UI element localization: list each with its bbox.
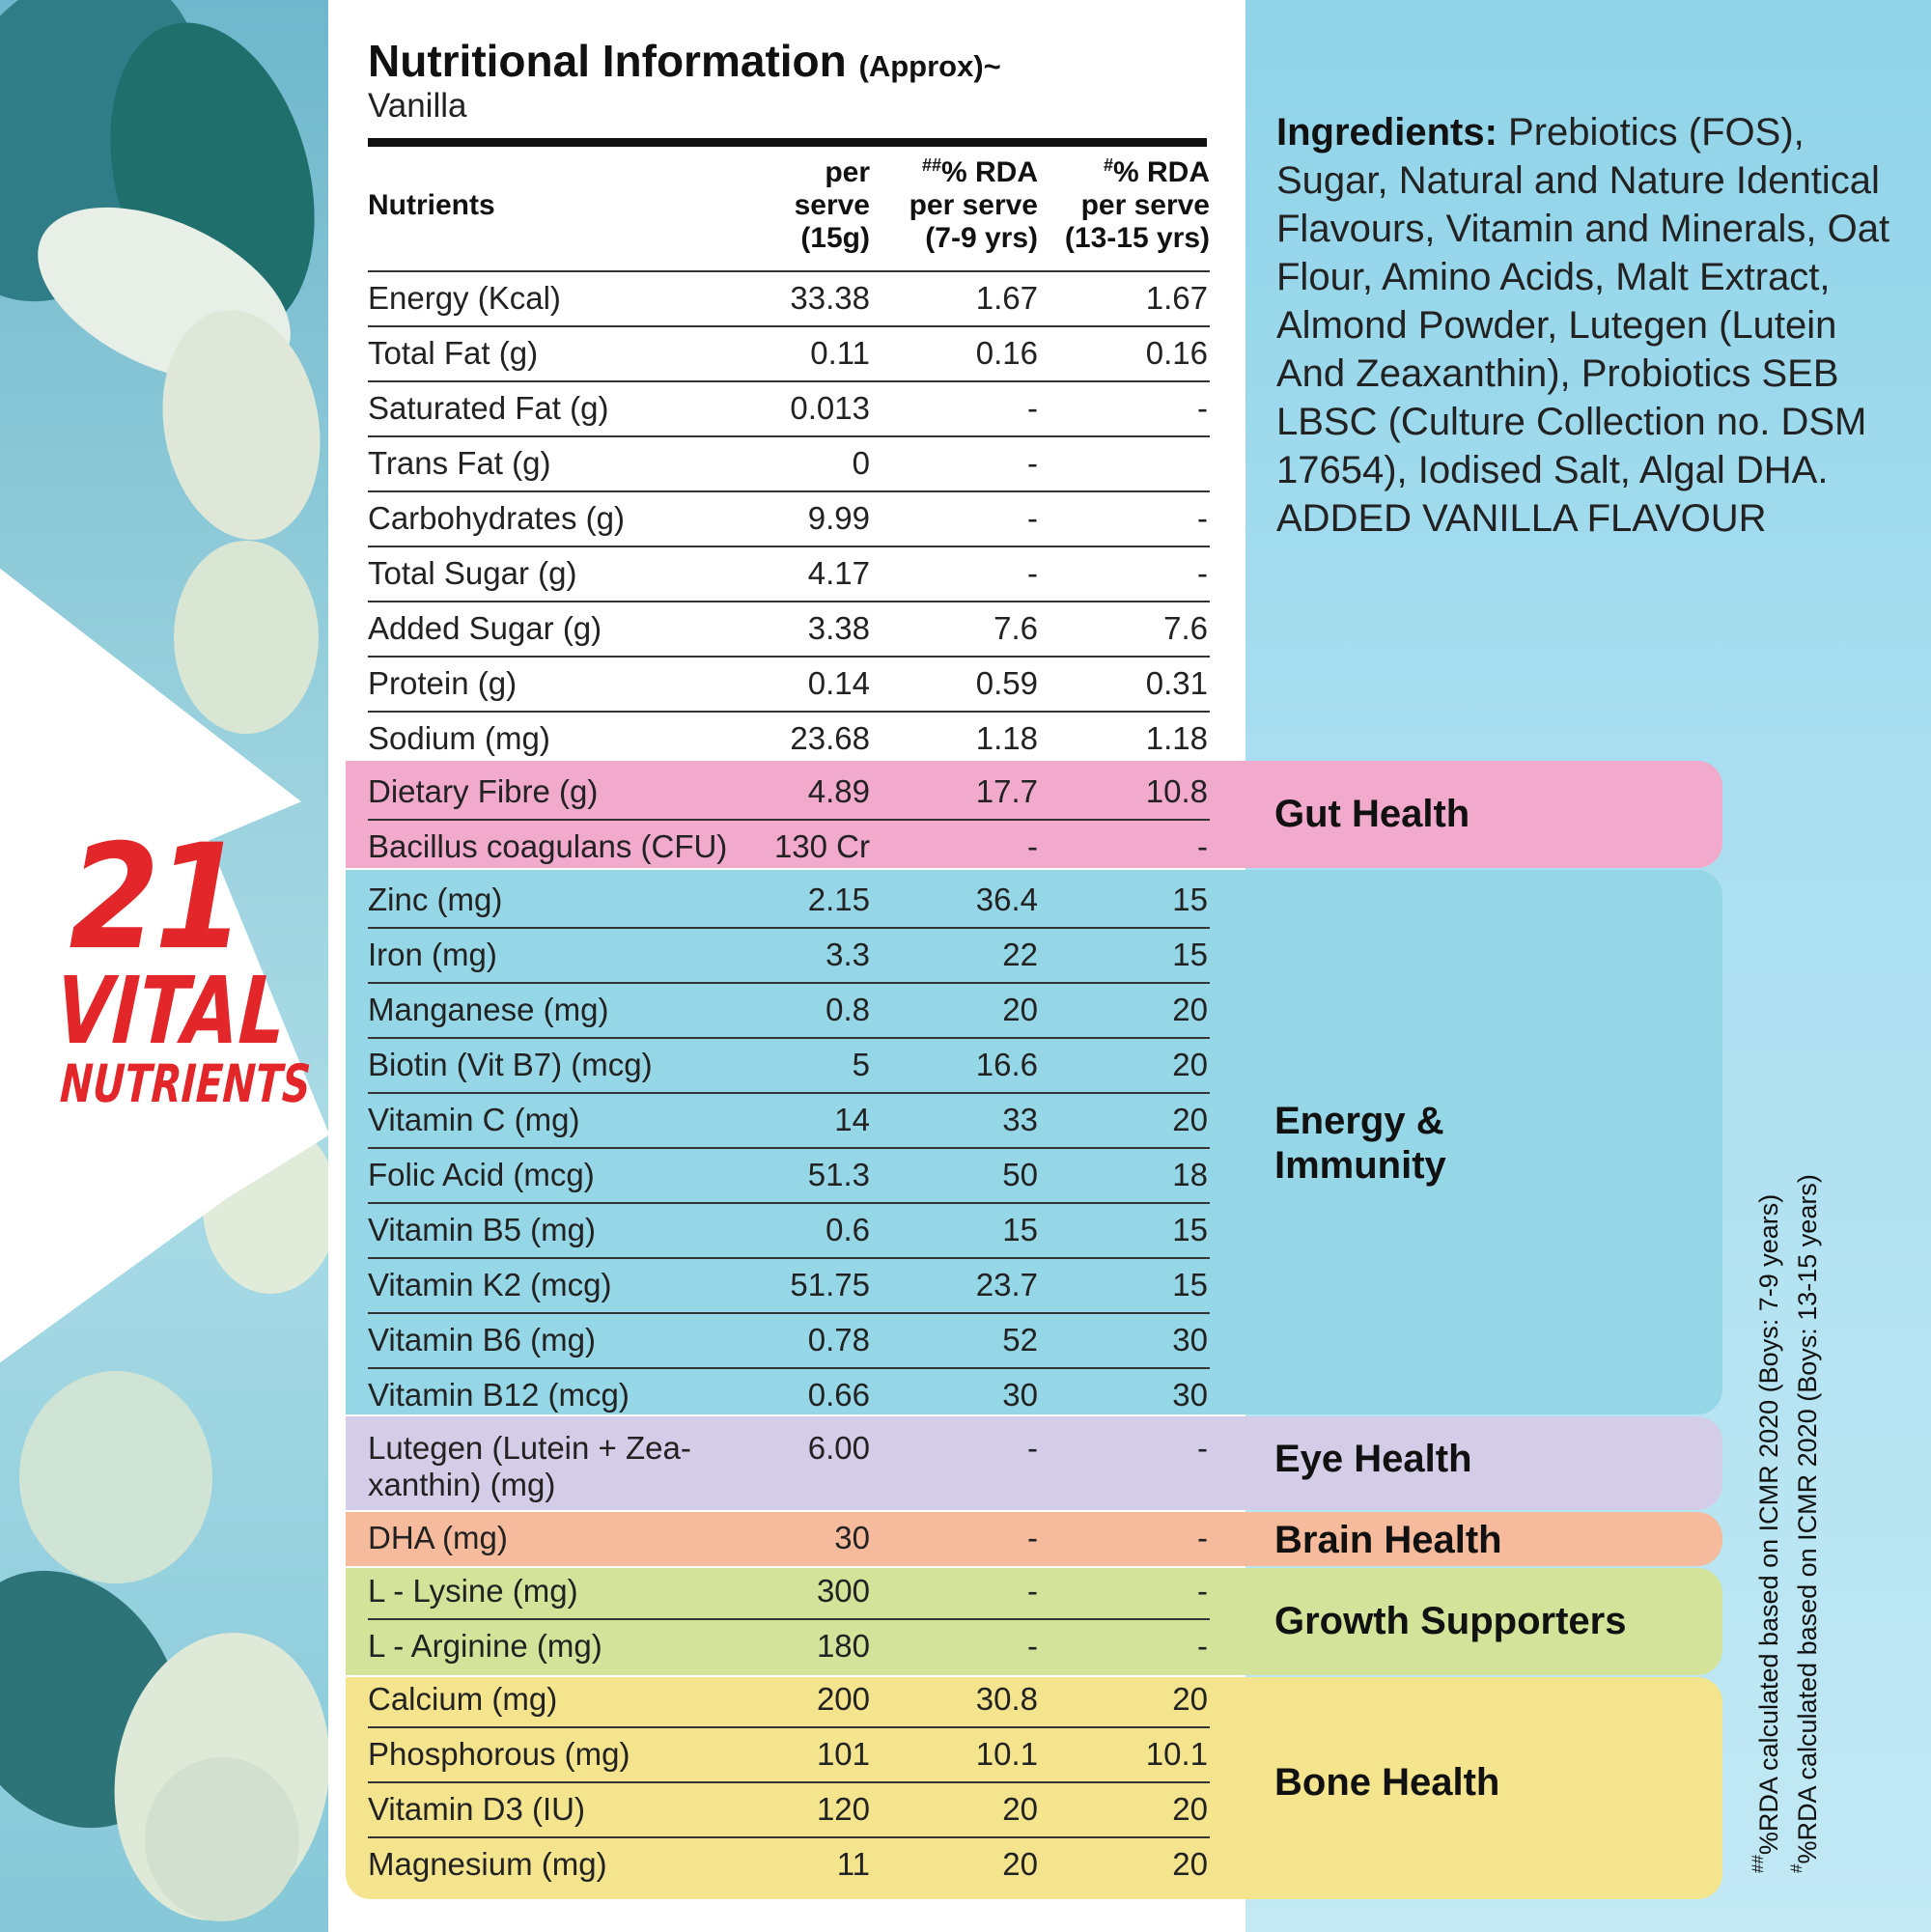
table-row	[368, 874, 1210, 929]
rda-7-9-value: 20	[1002, 1791, 1038, 1827]
nutrient-name: Calcium (mg)	[368, 1681, 558, 1717]
header-line: per serve	[909, 189, 1038, 221]
rda-13-15-value: 10.1	[1145, 1736, 1208, 1772]
rda-13-15-value: 15	[1172, 882, 1208, 917]
group-label-bone-health: Bone Health	[1274, 1761, 1500, 1804]
flavour-subtitle: Vanilla	[368, 87, 467, 125]
rda-13-15-value: 20	[1172, 1791, 1208, 1827]
nutrient-name: Sodium (mg)	[368, 720, 550, 756]
footnote-mark: #	[1787, 1863, 1805, 1873]
rda-13-15-value: 20	[1172, 1846, 1208, 1882]
table-row	[368, 382, 1210, 437]
nutrient-name: Vitamin B6 (mg)	[368, 1322, 596, 1358]
per-serve-value: 4.89	[807, 773, 870, 809]
header-line: serve	[794, 189, 870, 221]
rda-13-15-value: -	[1197, 828, 1208, 864]
table-row	[368, 1422, 1210, 1512]
table-row	[368, 1673, 1210, 1728]
nutrient-name: Vitamin K2 (mcg)	[368, 1267, 612, 1302]
nutrient-name: Vitamin B12 (mcg)	[368, 1377, 630, 1413]
footnote-1	[1749, 1023, 1788, 1873]
footnote-text: %RDA calculated based on ICMR 2020 (Boys: 13-15 years)	[1793, 1174, 1822, 1864]
rda-7-9-value: 1.67	[975, 280, 1038, 316]
header-line: (15g)	[800, 222, 870, 254]
group-label-line: Energy &	[1274, 1100, 1444, 1142]
per-serve-value: 51.75	[790, 1267, 870, 1302]
rda-7-9-value: 33	[1002, 1102, 1038, 1137]
table-row	[368, 1512, 1210, 1565]
nutrient-name: DHA (mg)	[368, 1520, 508, 1555]
header-line	[1065, 156, 1210, 189]
nutrient-name: Protein (g)	[368, 665, 518, 701]
header-line: (7-9 yrs)	[925, 222, 1038, 254]
page-title	[368, 35, 1001, 87]
rda-7-9-value: 30	[1002, 1377, 1038, 1413]
table-row	[368, 1565, 1210, 1620]
per-serve-value: 2.15	[807, 882, 870, 917]
table-row	[368, 821, 1210, 874]
rda-7-9-value: -	[1027, 1573, 1038, 1609]
rda-7-9-value: 52	[1002, 1322, 1038, 1358]
rda-7-9-value: 15	[1002, 1212, 1038, 1247]
table-row	[368, 1204, 1210, 1259]
table-row	[368, 1149, 1210, 1204]
rda-7-9-value: 1.18	[975, 720, 1038, 756]
per-serve-value: 5	[852, 1047, 870, 1082]
per-serve-value: 0.8	[826, 992, 870, 1027]
rda-7-9-value: 50	[1002, 1157, 1038, 1192]
table-row	[368, 602, 1210, 658]
per-serve-value: 0.013	[790, 390, 870, 426]
rda-13-15-value: 15	[1172, 1267, 1208, 1302]
footnote-mark: ##	[1749, 1855, 1767, 1873]
group-label-line: Immunity	[1274, 1144, 1446, 1187]
rda-7-9-value: 20	[1002, 1846, 1038, 1882]
per-serve-value: 0.78	[807, 1322, 870, 1358]
rda-13-15-value: 30	[1172, 1377, 1208, 1413]
group-label-energy-immunity	[1274, 1099, 1446, 1188]
nutrient-name: Iron (mg)	[368, 937, 497, 972]
rda-13-15-value: 20	[1172, 1047, 1208, 1082]
nutrient-name: Biotin (Vit B7) (mcg)	[368, 1047, 653, 1082]
nutrient-name: Total Fat (g)	[368, 335, 539, 371]
nutrient-name: Added Sugar (g)	[368, 610, 602, 646]
per-serve-value: 0.6	[826, 1212, 870, 1247]
rda-13-15-value: 20	[1172, 992, 1208, 1027]
per-serve-value: 4.17	[807, 555, 870, 591]
ingredients-label: Ingredients:	[1276, 111, 1497, 154]
rda-13-15-value: 20	[1172, 1681, 1208, 1717]
rda-7-9-value: 30.8	[975, 1681, 1038, 1717]
column-header-rda-7-9	[910, 156, 1038, 255]
ingredients-text: Prebiotics (FOS), Sugar, Natural and Nature Identical Flavours, Vitamin and Minerals, Oat Flour, Amino Acids, Malt Extract, Almond Powder, Lutegen (Lutein And Zeaxanthin), Probiotics SEB LBSC (Culture Collection no. DSM 17654), Iodised Salt, Algal DHA.	[1276, 111, 1890, 491]
header-line: per serve	[1080, 189, 1210, 221]
rda-13-15-value: 20	[1172, 1102, 1208, 1137]
title-suffix: (Approx)~	[858, 49, 1001, 83]
nutrient-name: Energy (Kcal)	[368, 280, 561, 316]
rda-13-15-value: 15	[1172, 1212, 1208, 1247]
added-flavour-text: ADDED VANILLA FLAVOUR	[1276, 497, 1767, 540]
per-serve-value: 0.14	[807, 665, 870, 701]
nutrient-name: Vitamin C (mg)	[368, 1102, 580, 1137]
header-text: % RDA	[1112, 156, 1210, 188]
rda-footnotes	[1749, 1023, 1827, 1873]
footnote-text: %RDA calculated based on ICMR 2020 (Boys: 7-9 years)	[1754, 1193, 1783, 1856]
group-label-eye-health: Eye Health	[1274, 1438, 1472, 1480]
rda-13-15-value: -	[1197, 500, 1208, 536]
header-rule	[368, 138, 1207, 147]
table-row	[368, 984, 1210, 1039]
table-row	[368, 1620, 1210, 1673]
per-serve-value: 120	[816, 1791, 870, 1827]
rda-7-9-value: 0.59	[975, 665, 1038, 701]
nutrient-name: Vitamin B5 (mg)	[368, 1212, 596, 1247]
header-line: per	[825, 156, 870, 188]
rda-13-15-value: 0.16	[1145, 335, 1208, 371]
rda-13-15-value: -	[1197, 1573, 1208, 1609]
rda-13-15-value: 1.18	[1145, 720, 1208, 756]
per-serve-value: 130 Cr	[773, 828, 870, 864]
rda-13-15-value: -	[1197, 1520, 1208, 1555]
rda-13-15-value: -	[1197, 1628, 1208, 1664]
nutrient-name: Saturated Fat (g)	[368, 390, 609, 426]
per-serve-value: 101	[816, 1736, 870, 1772]
table-row	[368, 1728, 1210, 1783]
nutrient-table-body	[368, 272, 1210, 1891]
rda-7-9-value: 22	[1002, 937, 1038, 972]
rda-7-9-value: -	[1027, 1520, 1038, 1555]
decorative-flower-panel	[0, 0, 328, 1932]
rda-13-15-value: 7.6	[1163, 610, 1208, 646]
group-label-gut-health: Gut Health	[1274, 793, 1470, 835]
ingredients-block	[1276, 108, 1894, 543]
per-serve-value: 0	[852, 445, 870, 481]
per-serve-value: 300	[816, 1573, 870, 1609]
nutrient-name: Carbohydrates (g)	[368, 500, 625, 536]
group-label-growth-supporters: Growth Supporters	[1274, 1600, 1627, 1642]
table-row	[368, 272, 1210, 327]
rda-13-15-value: -	[1197, 1430, 1208, 1466]
footnote-mark: ##	[921, 155, 941, 175]
per-serve-value: 0.11	[810, 335, 870, 371]
rda-7-9-value: 20	[1002, 992, 1038, 1027]
table-row	[368, 1259, 1210, 1314]
title-text: Nutritional Information	[368, 36, 847, 86]
table-row	[368, 929, 1210, 984]
vital-nutrients-badge	[29, 814, 313, 1114]
nutrient-name: Trans Fat (g)	[368, 445, 551, 481]
group-label-brain-health: Brain Health	[1274, 1519, 1502, 1561]
nutrient-name: Manganese (mg)	[368, 992, 609, 1027]
per-serve-value: 3.38	[807, 610, 870, 646]
rda-7-9-value: 36.4	[975, 882, 1038, 917]
per-serve-value: 33.38	[790, 280, 870, 316]
per-serve-value: 6.00	[807, 1430, 870, 1466]
nutrient-name: Phosphorous (mg)	[368, 1736, 630, 1772]
table-header	[368, 154, 1210, 270]
rda-13-15-value: 15	[1172, 937, 1208, 972]
rda-13-15-value: 18	[1172, 1157, 1208, 1192]
column-header-per-serve	[795, 156, 870, 255]
table-row	[368, 713, 1210, 766]
rda-7-9-value: 10.1	[975, 1736, 1038, 1772]
rda-13-15-value: 10.8	[1145, 773, 1208, 809]
badge-number: 21	[69, 814, 240, 982]
rda-7-9-value: 16.6	[975, 1047, 1038, 1082]
rda-7-9-value: 7.6	[993, 610, 1038, 646]
column-header-rda-13-15	[1065, 156, 1210, 255]
per-serve-value: 30	[834, 1520, 870, 1555]
per-serve-value: 0.66	[807, 1377, 870, 1413]
header-line: (13-15 yrs)	[1064, 222, 1210, 254]
rda-7-9-value: -	[1027, 445, 1038, 481]
table-row	[368, 547, 1210, 602]
rda-13-15-value: -	[1197, 390, 1208, 426]
table-row	[368, 1314, 1210, 1369]
rda-13-15-value: 0.31	[1145, 665, 1208, 701]
nutrient-name: L - Lysine (mg)	[368, 1573, 578, 1609]
table-row	[368, 492, 1210, 547]
nutrient-name: Magnesium (mg)	[368, 1846, 607, 1882]
table-row	[368, 766, 1210, 821]
badge-nutrients-text: NUTRIENTS	[58, 1053, 313, 1114]
table-row	[368, 1039, 1210, 1094]
header-line	[910, 156, 1038, 189]
nutrient-name: Total Sugar (g)	[368, 555, 577, 591]
rda-7-9-value: -	[1027, 555, 1038, 591]
rda-7-9-value: -	[1027, 390, 1038, 426]
per-serve-value: 23.68	[790, 720, 870, 756]
header-text: % RDA	[940, 156, 1038, 188]
table-row	[368, 658, 1210, 713]
rda-7-9-value: -	[1027, 500, 1038, 536]
per-serve-value: 51.3	[807, 1157, 870, 1192]
nutrient-name: Zinc (mg)	[368, 882, 503, 917]
nutrient-name: Folic Acid (mcg)	[368, 1157, 595, 1192]
nutrient-name: L - Arginine (mg)	[368, 1628, 602, 1664]
badge-vital-text: VITAL	[53, 957, 289, 1065]
rda-7-9-value: 23.7	[975, 1267, 1038, 1302]
footnote-mark: #	[1103, 155, 1113, 175]
rda-7-9-value: 0.16	[975, 335, 1038, 371]
rda-13-15-value: -	[1197, 555, 1208, 591]
rda-13-15-value: 30	[1172, 1322, 1208, 1358]
nutrient-name: Bacillus coagulans (CFU)	[368, 828, 728, 864]
nutrient-name: Vitamin D3 (IU)	[368, 1791, 585, 1827]
column-header-nutrients: Nutrients	[368, 189, 495, 221]
nutrient-name: Lutegen (Lutein + Zea-xanthin) (mg)	[368, 1430, 691, 1502]
per-serve-value: 11	[836, 1846, 870, 1882]
per-serve-value: 14	[834, 1102, 870, 1137]
rda-7-9-value: 17.7	[975, 773, 1038, 809]
table-row	[368, 1838, 1210, 1891]
table-row	[368, 1369, 1210, 1422]
rda-7-9-value: -	[1027, 1628, 1038, 1664]
rda-7-9-value: -	[1027, 1430, 1038, 1466]
rda-7-9-value: -	[1027, 828, 1038, 864]
table-row	[368, 437, 1210, 492]
table-row	[368, 327, 1210, 382]
table-row	[368, 1783, 1210, 1838]
rda-13-15-value: 1.67	[1145, 280, 1208, 316]
per-serve-value: 200	[816, 1681, 870, 1717]
per-serve-value: 9.99	[807, 500, 870, 536]
nutrient-name: Dietary Fibre (g)	[368, 773, 599, 809]
per-serve-value: 180	[816, 1628, 870, 1664]
table-row	[368, 1094, 1210, 1149]
per-serve-value: 3.3	[826, 937, 870, 972]
footnote-2	[1788, 1023, 1827, 1873]
